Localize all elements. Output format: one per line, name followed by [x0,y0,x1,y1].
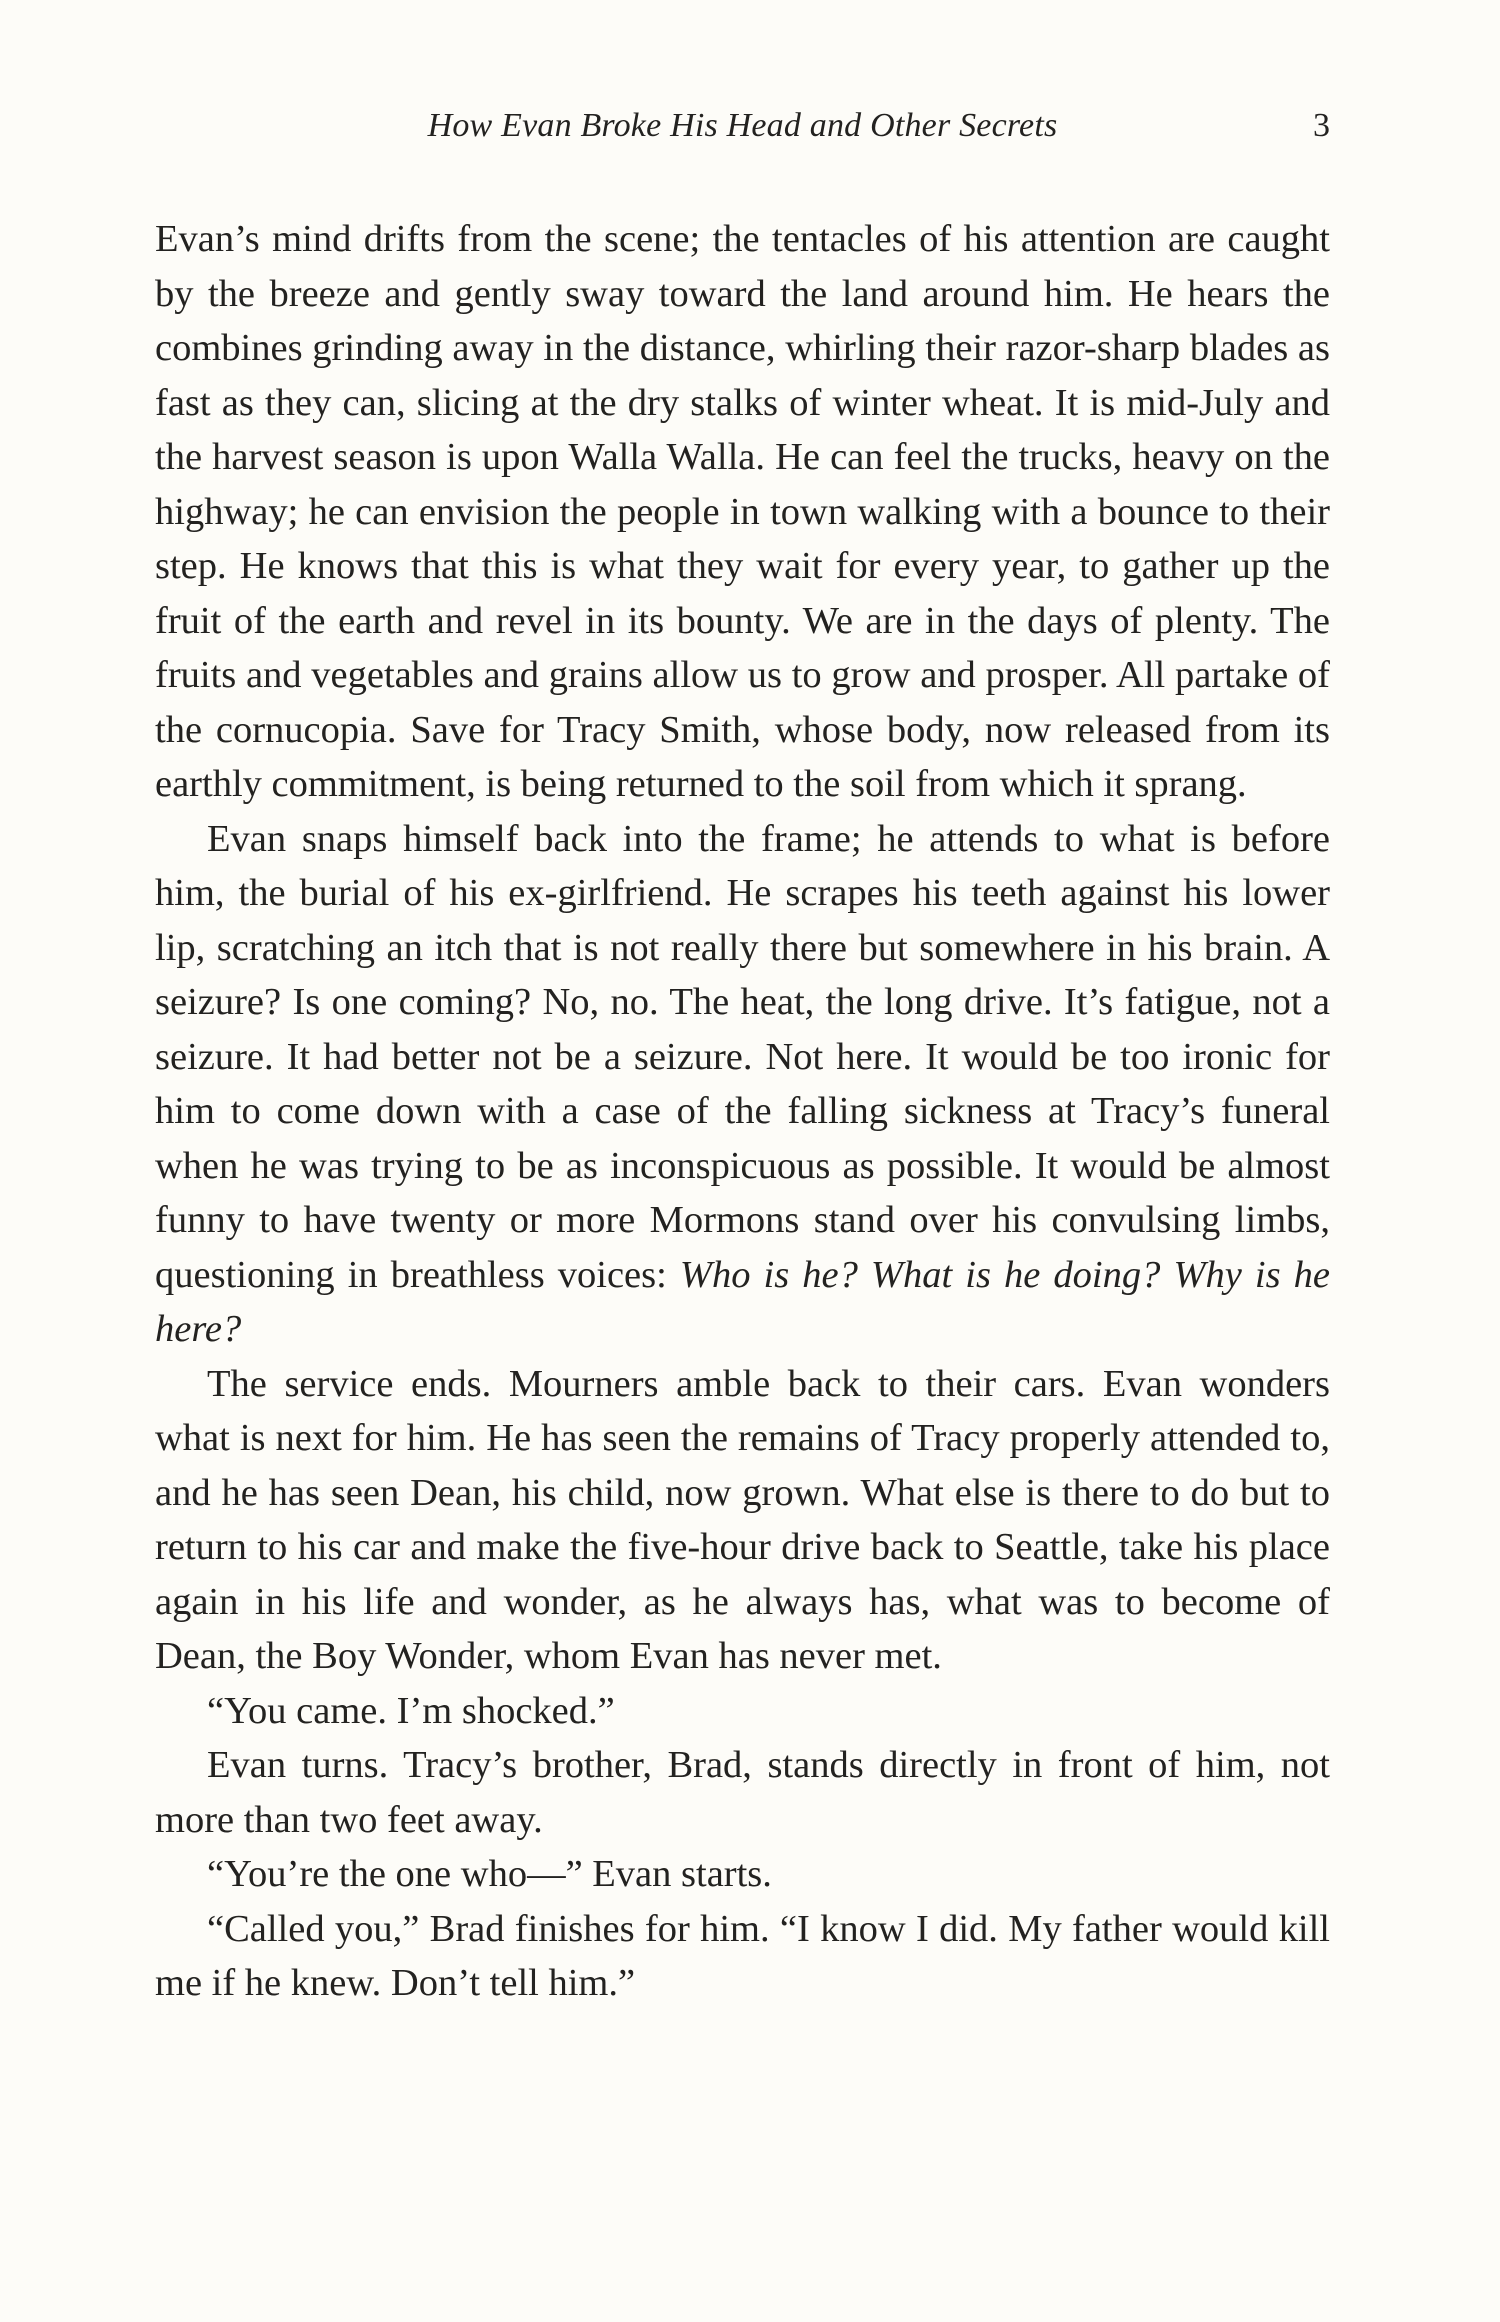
paragraph-5 [155,1738,1330,1847]
running-head [155,96,1330,156]
paragraph-1 [155,212,1330,812]
paragraph-2-text: Evan snaps himself back into the frame; he attends to what is before him, the burial of his ex-girlfriend. He scrapes his teeth against his lower lip, scratching an itch that is not really there but somewhere in his brain. A seizure? Is one coming? No, no. The heat, the long drive. It’s fatigue, not a seizure. It had better not be a seizure. Not here. It would be too ironic for him to come down with a case of the falling sickness at Tracy’s funeral when he was trying to be as inconspicuous as possible. It would be almost funny to have twenty or more Mormons stand over his convulsing limbs, questioning in breathless voices: [155,817,1330,1296]
paragraph-2-italic-questions: Who is he? What is he doing? Why is he here? [155,1253,1331,1350]
paragraph-7-dialogue [155,1902,1330,2011]
paragraph-6-text: “You’re the one who—” Evan starts. [207,1853,772,1895]
page-number: 3 [1313,107,1330,144]
paragraph-3 [155,1357,1330,1684]
paragraph-2 [155,812,1330,1357]
paragraph-7-text: “Called you,” Brad finishes for him. “I know I did. My father would kill me if he knew. Don’t tell him.” [155,1907,1330,2004]
paragraph-1-text: Evan’s mind drifts from the scene; the tentacles of his attention are caught by the breeze and gently sway toward the land around him. He hears the combines grinding away in the distance, whirling their razor-sharp blades as fast as they can, slicing at the dry stalks of winter wheat. It is mid-July and the harvest season is upon Walla Walla. He can feel the trucks, heavy on the highway; he can envision the people in town walking with a bounce to their step. He knows that this is what they wait for every year, to gather up the fruit of the earth and revel in its bounty. We are in the days of plenty. The fruits and vegetables and grains allow us to grow and prosper. All partake of the cornucopia. Save for Tracy Smith, whose body, now released from its earthly commitment, is being returned to the soil from which it sprang. [155,218,1330,805]
running-title: How Evan Broke His Head and Other Secrets [427,107,1058,144]
paragraph-5-text: Evan turns. Tracy’s brother, Brad, stands directly in front of him, not more than two feet away. [155,1744,1330,1841]
paragraph-4-text: “You came. I’m shocked.” [207,1689,615,1732]
paragraph-4-dialogue [155,1684,1330,1739]
paragraph-3-text: The service ends. Mourners amble back to their cars. Evan wonders what is next for him. He has seen the remains of Tracy properly attended to, and he has seen Dean, his child, now grown. What else is there to do but to return to his car and make the five-hour drive back to Seattle, take his place again in his life and wonder, as he always has, what was to become of Dean, the Boy Wonder, whom Evan has never met. [155,1362,1330,1677]
body-text [155,212,1330,2011]
paragraph-6-dialogue [155,1847,1330,1902]
